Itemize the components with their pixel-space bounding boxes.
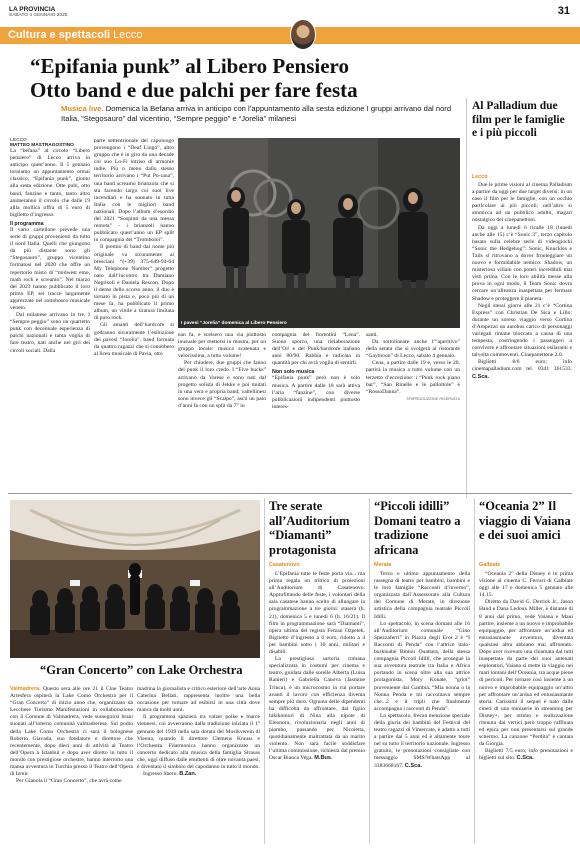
column-divider xyxy=(369,498,370,844)
lead-column-5 xyxy=(366,332,460,401)
palladium-headline: Al Palladium due film per le famiglie e i più piccoli xyxy=(472,100,565,139)
column-divider xyxy=(264,498,265,844)
palladium-location: Lecco xyxy=(472,174,488,180)
auditorium-text: La prestigiosa sartoria romana specializzata in costumi per cinema e teatro, guidata dalle sorelle Alberta (Luisa Ranieri) e Gabriella Canova (Jasmine Trinca), è un microcosmo in cui portare avanti il lavoro con efficienza diventa sempre più duro. Ognuna delle dipendenti ha difficoltà da affrontare, dal figlio hikikomori di Nina alla nipote di Eleonora, rivoluzionaria negli anni di piombo, passando per Nicoletta, quotidianamente maltrattata da un marito violento. Non sarà facile soddisfare l’ultima commissione, richiesta dal premio Oscar Bianca Vega. xyxy=(269,656,365,762)
lead-paragraph: Il premio di band dal nome più originale va sicuramente ai bresciani “(+39) 375-649-94-64 My Telephone Number” progetto nato dall’incontro tra Damiano Negrisoli e Daniela Rescon. Dopo il demo dello scorso anno, il duo è tornato in pista e, poco più di un mese fa, ha pubblicato il primo album, un vinile a tiratura limitata di puro rock. xyxy=(94,244,174,322)
publication-name: LA PROVINCIA xyxy=(9,6,56,13)
palladium-paragraph: Da oggi a lunedì 6 ricalle 18 (lunedì anche alle 15) c’è “Sonic 3”, terzo capitolo basato sulla celebre serie di videogiochi “Sonic the Hedgehog”: Sonic, Knuckles e Tails si ritrovano a dover fronteggiare un nuovo e formidabile nemico: Shadow, un misterioso villain con poteri incredibili mai visti prima. Con le loro abilità messe alla prova in ogni modo, il Team Sonic dovra cercare un’alleanza inaspettata per fermare Shadow e proteggere il pianeta. xyxy=(472,224,572,302)
concerto-location: Valmadrera. xyxy=(10,686,41,692)
oceania-signature: C.Sca. xyxy=(516,755,534,762)
lead-headline xyxy=(30,54,460,102)
lead-paragraph: santi. xyxy=(366,332,378,338)
lead-paragraph: Da sottolineare anche l’“aperitivo” della serata che si svolgerà al ristorante “Gaymoon” di Lecco, sabato 4 gennaio. xyxy=(366,339,460,360)
lead-author: MATTEO MASTRAGOSTINO xyxy=(10,143,74,148)
piccoli-text: Lo spettacolo, frecan menzione speciale della giuria dei bambini del Festival del teatro ragazzi di Vimercate, è adatto a tutti a partire dai 5 anni ed è altamente toure nel su tutto il territorio nazionale. Ingresso gratuito, le prenotazioni consigliate con messaggio SMS/WhatsApp al 3383668167. xyxy=(374,712,470,769)
concerto-column-1 xyxy=(10,686,133,785)
band-photo-image xyxy=(178,138,460,328)
lead-standfirst-text: Domenica la Befana arriva in anticipo con l’appuntamento alla sesta edizione I gruppi arrivano dal nord Italia, “Stegosauro” dal vicentino, “Sempre peggio” e “Jorelia” milanesi xyxy=(61,104,452,123)
section-title xyxy=(8,29,143,41)
auditorium-headline: Tre serate all’Auditorium “Diamanti” protagonista xyxy=(269,499,350,557)
lead-paragraph: “Epifania punk” però non è solo musica. A partire dalle 18 sarà attiva l’aria “fanzine”, con diverse pubblicazioni indipendenti piuttosto interes- xyxy=(272,375,360,410)
auditorium-paragraph: L’Epifania tutte le feste porta via... ma prima regala un trittico di proiezioni all’Auditorium di Casatenovo. Approfittando delle feste, i volontari della sala casatese hanno scelto di allungare la programmazione a tre giorni: stasera (h. 21), domenica 5 e lunedì 6 (h. 16/21). Il film in programmazione sarà “Diamanti”, opera ultima del regista Ferzan Ozpetek. Biglietto d’ingresso a 6 euro, ridotto a 4 per bambini sotto i 10 anni, militari e disabili. xyxy=(269,571,365,656)
oceania-text: Biglietti 7/5 euro; info prenotazioni e biglietti sul sito. xyxy=(479,748,573,762)
lead-paragraph: Gli amanti dell’hardcore si godranno sicuramente l’esibizione dei pavesi “Jorelia”, band formata da quattro ragazzi che si conobbero al liceo musicale di Pavia, otto xyxy=(94,322,174,357)
piccoli-paragraph: Terzo e ultimo appuntamento della rassegna di teatro per bambini, bambini e le loro famiglie “Racconti d’inverno”, organizzata dall’Assessorato alla Cultura del Comune di Merate, in direzione artistica della compagnia teatrale Piccoli Idilli. xyxy=(374,571,470,620)
oceania-location: Galbiate xyxy=(479,562,501,568)
oceania-paragraph: “Oceania 2” della Disney è in prima visione al cinema C. Ferrari di Galbiate oggi alle 17 e domenica 5 gennaio alle 14.15. xyxy=(479,571,573,599)
lead-column-3 xyxy=(178,332,266,410)
lead-subhead: Il programma xyxy=(10,220,44,227)
orchestra-photo-image xyxy=(10,500,260,658)
palladium-info: Biglietti 8/6 euro; info cinemapalladium.com tel. 0341 361533. xyxy=(472,359,572,373)
lead-paragraph: parte settentrionale del capoluogo provengono i “Deaf Lingo”, altro gruppo che è in giro da una decade col suo Lo-Fi intriso di armonie indie. Più o meno dallo stesso territorio arrivano i “Put Pu-rana”, una band screamo brianzola che si sta facendo largo coi suoi live incendiari e ha suonato in tutta Italia con le migliori band nazionali. Dopo l’album d’esordio del 2021 “Sospinti da una messa remota” - i brianzoli hanno pubblicato quest’anno un EP split in compagnia dei “Tromboloi”. xyxy=(94,138,174,244)
columnist-portrait xyxy=(290,19,316,50)
palladium-body xyxy=(472,182,572,381)
concerto-paragraph: Il programma spazierà tra valzer polke e marce viennesi, cui avverranno dalla tradizione iniziata il 1° gennaio del 1939 nella sala dorata del Musikverein di Vienna, quando il direttore Clemens Krauss e l’Orchestra Filarmonica hanno organizzato un concerto dedicato alla musica della famiglia Strauss che, oggi diffuso dalle emittenti di oltre novanta paesi, è diventato il simbolo del capodanno in tutto il mondo. xyxy=(137,714,260,771)
lead-column-2 xyxy=(94,138,174,358)
concerto-paragraph xyxy=(10,686,133,778)
concerto-text: Questo sera alle ore 21 il Cine Teatro Artesfera ospiterà la Lake Como Orchestra per il “Gran Concerto” di inizio anno che, organizzato da Lecchese Turismo Manifestazioni in collaborazione con il Comune di Valmadrera, vede susseguirsi brani suonati all’interno comunità valmadrerese. Sul podio della Lake Como Orchestra ci sarà il bolognese Roberto Giavada, suo fondatore e direttore che recentemente, dopo dieci anni di attività al Teatro dell’Opera a Istanbul e dopo aver diretto in tutto il mondo con prestigiose orchestre, hanno interrotto una mansa avventura in Turchia presso il Teatro dell’Opera di Izmir. xyxy=(10,686,133,778)
lead-paragraph: compagnia dei fiorentini “Lena”. Suono sporco, una rielaborazione dell’Oi! e del Punk/hardcore italiano anni 80/90. Rabbia e radicata in quantità per chi avrà voglia di sentirli. xyxy=(272,332,360,367)
lead-column-4 xyxy=(272,332,360,411)
oceania-body xyxy=(479,571,573,763)
orchestra-photo xyxy=(10,500,260,658)
lead-paragraph: ean fa, e scelsero una via piuttosto inusuale per mettersi in mostra, per un gruppo locale: musica scatenata e velocissima, a tutto volume! xyxy=(178,332,266,360)
piccoli-paragraph: Lo spettacolo, in scena domani alle 16 all’Auditorium comunale “Gino Spezzaferri” in Piazza degli Eroi 2 è “I Racconti di Penda” con l’attrice italo-burkinabè Bintou Ouattara, della stessa compagnia Piccoli Idilli, che proseguè la sua avventura teatrale tra Italia e Africa portando in scena oltre alla sua attrice protagonista, Mory Konate, “griot” proveniente dal Gambia. “Mia nonna o la Nonna Penda e mi raccontava sempre che...2 e il tripli che finalmente accompagna i racconti di Penda”. xyxy=(374,620,470,712)
lead-headline-line1: “Epifania punk” al Libero Pensiero xyxy=(30,54,349,78)
photo-caption: I pavesi “Jorelia” domenica al Libero Pensiero xyxy=(181,321,287,326)
oceania-paragraph: Diretto da David G. Derrick Jr., Jason Hand e Dana Ledoux Miller, è distante di 8 anni dal primo, vede Vaiana e Maui partire, insieme a un nuovo e improbabile equipaggio, per affrontare un’ardua ed entusiasmante avventura, diventata qualsiasi altra abbiano mai affrontato. Dopo aver ricevuto una chiamata dal tutti inaspettata da parte dei suoi antenati esploratori, Vaiana si mette in viaggio nei mari lontani dell’Oceania, tra acque piene di pericoli. Per tornare così insieme a un nuovo e improbabile equipaggio un’altro per affrontare un’ardua ed entusiasmante storia. Carissimi il sequel è nato dalle cineri di una miniserie in streaming per Disney+, per ottimo e realizzazione ritenuta dai vertici però troppo raffinata ed epica per non presentarsi sul grande schermo. La canzone “Perdita” è cantata da Giorgia. xyxy=(479,599,573,748)
lead-kicker: Musica live. xyxy=(61,104,104,113)
lead-standfirst xyxy=(61,104,461,123)
lead-subhead: Non solo musica xyxy=(272,369,315,376)
concerto-paragraph: madrina la giornalista e critico esteriore dell’arte Anna Caterina Bellati, rappresenta inoltre una bella occasione per tornare ad esibirsi in una città dove manca da molti anni. xyxy=(137,686,260,714)
rights-notice: ©RIPRODUZIONE RISERVATA xyxy=(406,396,460,401)
lead-paragraph: Cena, a partire dalle 19 e, verso le 20, partirà la musica a tutto volume con un terzetto d’eccezione: i “Punk rock piano bar”, “San Rinelle e le pallottole” e “RossoDanna”. xyxy=(366,360,460,395)
auditorium-paragraph xyxy=(269,656,365,762)
lead-paragraph: Dal milanese arrivano in tre. I “Sempre peggio” sono un quartetto punk con decennale esperienza di palchi nazionali e tanta voglia di fare teatro, nati anche nei giri dei circoli sociali. Dalla xyxy=(10,312,90,354)
lead-paragraph: Il vario cartellone prevede una serie di gruppi provenienti da tutto il nord Italia. Quelli che giungono da più distante sono gli “Stegosauro”, gruppo vicentino formatosi nel 2020 che offre un repertorio misto di “midwest emo, math rock e screamo”. Nel marzo del 2023 hanno pubblicato il loro primo EP, sei tracce largamente apprezzate nel sottobosco musicale veneto. xyxy=(10,226,90,311)
section-name: Cultura e spettacoli xyxy=(8,29,111,41)
band-photo xyxy=(178,138,460,328)
lead-paragraph: Per chiudere, due gruppi che fanno del punk il loro credo. I “Five bucks” arrivano da Varese e sono nati dal progetto solista di Jekke e poi mutati in una vera e propria band; valtellinesi sono invece gli “Scalpo”, ascii un paio d’anni fa con un split da 7” in xyxy=(178,360,266,409)
column-divider xyxy=(474,498,475,844)
concerto-column-2 xyxy=(137,686,260,778)
page-number: 31 xyxy=(557,5,570,17)
lead-dateline: LECCO xyxy=(10,138,27,143)
concerto-paragraph xyxy=(137,771,260,778)
palladium-signature: C.Sca. xyxy=(472,373,490,380)
column-divider xyxy=(466,98,467,498)
concerto-paragraph: Per Gianola il “Gran Concerto”, che avrà come xyxy=(16,778,122,785)
piccoli-body xyxy=(374,571,470,770)
issue-date: SABATO 4 GENNAIO 2025 xyxy=(9,13,68,18)
palladium-paragraph: Due le prime visioni al cinema Palladium a partire da oggi per due target diversi: in un caso il film per le famiglie, con un occhio particolare ai più piccoli; nell’altro si ammicca ad un pubblico adulto, magari nostalgico dei cinepanettoni. xyxy=(472,182,572,224)
concerto-entry: Ingresso libero. xyxy=(143,771,178,778)
lead-column-1 xyxy=(10,138,90,355)
piccoli-headline: “Piccoli idilli” Domani teatro a tradizione africana xyxy=(374,499,461,557)
concerto-headline: “Gran Concerto” con Lake Orchestra xyxy=(40,663,243,677)
section-divider xyxy=(8,493,572,494)
section-location: Lecco xyxy=(113,29,143,41)
piccoli-location: Merate xyxy=(374,562,392,568)
palladium-paragraph xyxy=(472,359,572,380)
auditorium-body xyxy=(269,571,365,763)
auditorium-signature: M.Bus. xyxy=(314,755,333,762)
oceania-paragraph xyxy=(479,748,573,762)
piccoli-signature: C.Sca. xyxy=(404,762,422,769)
palladium-paragraph: Negli stessi giorni alle 21 c’è “Cortina Express” con Christian De Sica e Lillo: durante un soreso viaggio verso Cortina d’Ampezzo un autobus carico di personaggi variegati rimane bloccato a causa di una tempesta, costringendo i passeggeri a convivere e affrontare situazioni esilaranti e talvolta commoventi. Cinepanettone 2.0. xyxy=(472,302,572,359)
auditorium-location: Casatenovo xyxy=(269,562,300,568)
lead-paragraph: La “befana” al circolo “Libero pensiero” di Lecco arriva in anticipo quest’anno. Il 5 gennaio torniamo un appuntamento ormai classico, “Epifania punk”, giunto alla sesta edizione. Otte pubi, otto band, fanzine e tanto, tanto altro animeranno il circolo che dalle 19 allla mollica offra di 5 euro di biglietto d’ingresso. xyxy=(10,148,90,218)
lead-headline-line2: Otto band e due palchi per fare festa xyxy=(30,78,358,102)
concerto-signature: B.Zan. xyxy=(179,771,197,778)
piccoli-paragraph xyxy=(374,713,470,770)
oceania-headline: “Oceania 2” Il viaggio di Vaiana e dei suoi amici xyxy=(479,499,571,542)
